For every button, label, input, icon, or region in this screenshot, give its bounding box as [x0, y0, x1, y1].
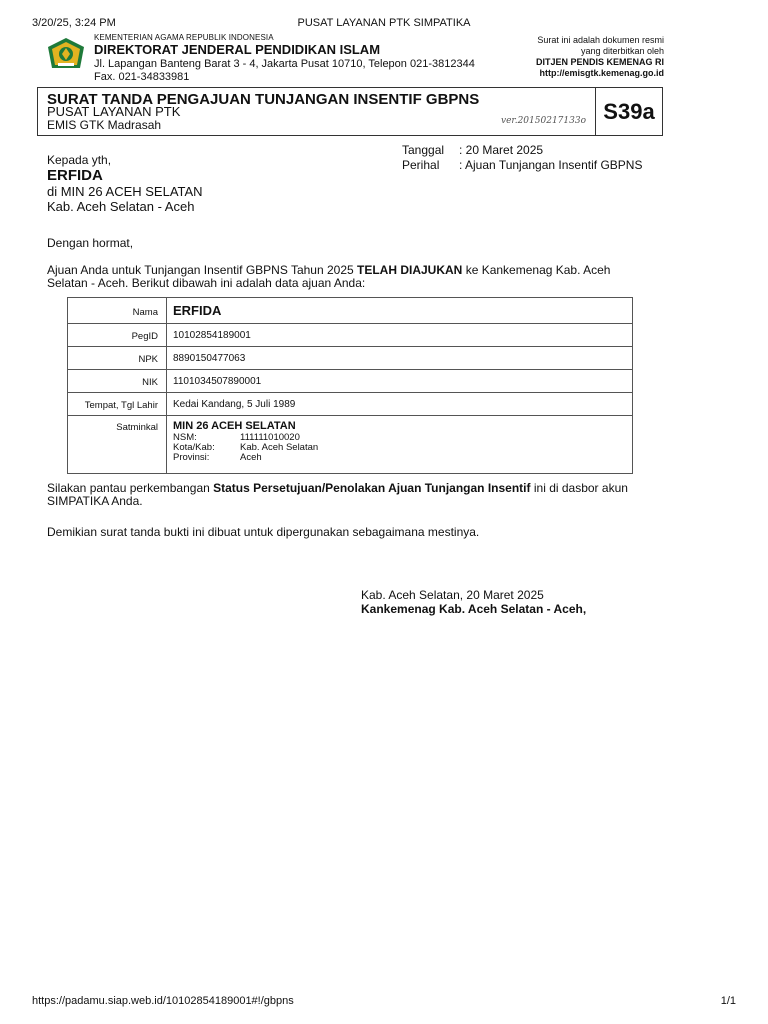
official-issuer: DITJEN PENDIS KEMENAG RI — [535, 57, 664, 67]
nsm-label: NSM: — [173, 432, 197, 443]
satminkal-name: MIN 26 ACEH SELATAN — [173, 420, 296, 432]
greeting: Dengan hormat, — [47, 236, 134, 250]
nama-value: ERFIDA — [167, 298, 633, 324]
ttl-value: Kedai Kandang, 5 Juli 1989 — [167, 393, 633, 416]
document-title: SURAT TANDA PENGAJUAN TUNJANGAN INSENTIF GBPNS — [47, 91, 480, 108]
table-row — [68, 393, 633, 416]
body-paragraph-2 — [47, 482, 656, 508]
official-url: http://emisgtk.kemenag.go.id — [539, 68, 664, 78]
directorate-name: DIREKTORAT JENDERAL PENDIDIKAN ISLAM — [94, 42, 381, 57]
para2-text-c: ini di dasbor akun SIMPATIKA Anda. — [47, 481, 628, 508]
document-subtitle-2: EMIS GTK Madrasah — [47, 118, 162, 132]
table-row — [68, 347, 633, 370]
fax: Fax. 021-34833981 — [94, 71, 190, 83]
recipient-institution: di MIN 26 ACEH SELATAN — [47, 184, 203, 199]
table-row — [68, 298, 633, 324]
satminkal-label: Satminkal — [68, 416, 167, 474]
npk-value: 8890150477063 — [167, 347, 633, 370]
tanggal-label: Tanggal — [402, 143, 445, 157]
form-code: S39a — [595, 88, 662, 135]
para1-status: TELAH DIAJUKAN — [357, 263, 463, 277]
nik-label: NIK — [68, 370, 167, 393]
para1-text-c: ke Kankemenag Kab. Aceh Selatan - Aceh. Berikut dibawah ini adalah data ajuan Anda: — [47, 263, 611, 290]
closing-signer: Kankemenag Kab. Aceh Selatan - Aceh, — [361, 602, 587, 616]
letter-meta — [402, 143, 642, 173]
recipient-salutation: Kepada yth, — [47, 153, 112, 167]
tanggal-value: : 20 Maret 2025 — [459, 143, 544, 157]
document-subtitle: PUSAT LAYANAN PTK — [47, 104, 181, 119]
recipient-region: Kab. Aceh Selatan - Aceh — [47, 199, 195, 214]
kota-label: Kota/Kab: — [173, 442, 215, 453]
nama-label: Nama — [68, 298, 167, 324]
official-note-line2: yang diterbitkan oleh — [580, 46, 664, 56]
table-row — [68, 324, 633, 347]
nik-value: 1101034507890001 — [167, 370, 633, 393]
provinsi-label: Provinsi: — [173, 452, 210, 463]
ministry-name: KEMENTERIAN AGAMA REPUBLIK INDONESIA — [94, 33, 274, 42]
pegid-label: PegID — [68, 324, 167, 347]
closing-place-date: Kab. Aceh Selatan, 20 Maret 2025 — [361, 588, 544, 602]
nsm-value: 111111010020 — [240, 432, 300, 443]
print-page-title: PUSAT LAYANAN PTK SIMPATIKA — [297, 17, 471, 29]
title-box — [37, 87, 663, 136]
body-paragraph-3: Demikian surat tanda bukti ini dibuat untuk dipergunakan sebagaimana mestinya. — [47, 525, 480, 539]
official-note-line1: Surat ini adalah dokumen resmi — [537, 35, 664, 45]
perihal-value: : Ajuan Tunjangan Insentif GBPNS — [459, 158, 643, 172]
para2-text-a: Silakan pantau perkembangan — [47, 481, 214, 495]
recipient-block — [47, 153, 203, 214]
provinsi-value: Aceh — [240, 452, 262, 463]
table-row — [68, 416, 633, 474]
recipient-name: ERFIDA — [47, 167, 103, 184]
para1-text-a: Ajuan Anda untuk Tunjangan Insentif GBPNS Tahun 2025 — [47, 263, 358, 277]
submission-data-table — [67, 297, 633, 474]
closing-block — [361, 588, 586, 616]
para2-status-phrase: Status Persetujuan/Penolakan Ajuan Tunjangan Insentif — [213, 481, 531, 495]
version-label: ver.20150217133o — [501, 116, 586, 126]
perihal-label: Perihal — [402, 158, 440, 172]
kemenag-logo-icon — [46, 37, 86, 71]
official-note — [536, 35, 664, 79]
pegid-value: 10102854189001 — [167, 324, 633, 347]
print-datetime: 3/20/25, 3:24 PM — [32, 17, 116, 29]
address: Jl. Lapangan Banteng Barat 3 - 4, Jakarta Pusat 10710, Telepon 021-3812344 — [94, 58, 475, 70]
print-page-number: 1/1 — [720, 995, 736, 1007]
npk-label: NPK — [68, 347, 167, 370]
print-url: https://padamu.siap.web.id/10102854189001#!/gbpns — [32, 995, 294, 1007]
body-paragraph-1 — [47, 264, 650, 290]
kota-value: Kab. Aceh Selatan — [240, 442, 319, 453]
ttl-label: Tempat, Tgl Lahir — [68, 393, 167, 416]
satminkal-value — [167, 416, 633, 474]
table-row — [68, 370, 633, 393]
